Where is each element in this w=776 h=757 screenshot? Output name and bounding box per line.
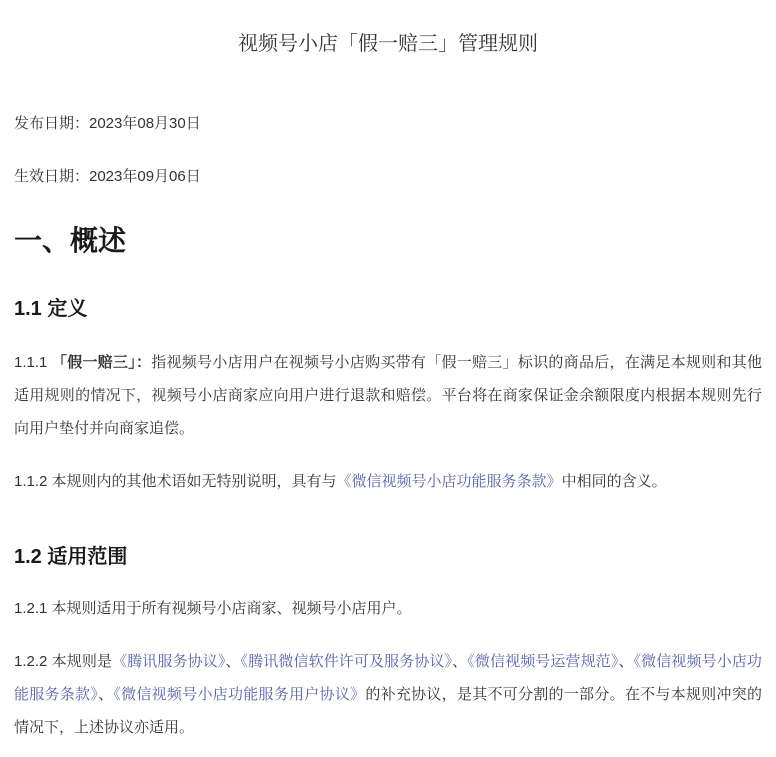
terms-link[interactable]: 《腾讯微信软件许可及服务协议》 [240, 653, 453, 670]
text-run: 、 [98, 686, 114, 703]
text-run: 、 [618, 653, 634, 670]
paragraph-1-1-2 [14, 465, 762, 498]
text-run: 、 [225, 653, 241, 670]
text-run: 的补充协议，是其不可分割的一部分。在不与本规则冲突的情况下，上述协议亦适用。 [14, 686, 762, 736]
terms-link[interactable]: 《微信视频号小店功能服务条款》 [14, 653, 762, 703]
paragraph-1-2-2 [14, 645, 762, 744]
publish-date: 发布日期：2023年08月30日 [14, 115, 201, 132]
terms-link[interactable]: 《微信视频号小店功能服务用户协议》 [113, 686, 366, 703]
text-run: 1.1.2 本规则内的其他术语如无特别说明，具有与 [14, 473, 337, 490]
page-title: 视频号小店「假一赔三」管理规则 [238, 33, 538, 55]
text-run: 1.2.2 本规则是 [14, 653, 113, 670]
subsection-heading-scope: 1.2 适用范围 [14, 546, 128, 568]
section-heading-overview: 一、概述 [14, 225, 127, 256]
subsection-heading-definition: 1.1 定义 [14, 298, 88, 320]
terms-link[interactable]: 《微信视频号运营规范》 [467, 653, 619, 670]
bold-text: 「假一赔三」： [51, 354, 152, 371]
paragraph-1-1-1 [14, 346, 762, 445]
text-run: 中相同的含义。 [561, 473, 667, 490]
paragraph-1-2-1 [14, 592, 762, 625]
text-run: 1.2.1 本规则适用于所有视频号小店商家、视频号小店用户。 [14, 600, 412, 617]
terms-link[interactable]: 《腾讯服务协议》 [112, 653, 226, 670]
text-run: 指视频号小店用户在视频号小店购买带有「假一赔三」标识的商品后，在满足本规则和其他适用规则的情况下，视频号小店商家应向用户进行退款和赔偿。平台将在商家保证金余额限度内根据本规则先行向用户垫付并向商家追偿。 [14, 354, 762, 437]
terms-link[interactable]: 《微信视频号小店功能服务条款》 [336, 473, 562, 490]
text-run: 、 [452, 653, 468, 670]
effective-date: 生效日期：2023年09月06日 [14, 168, 201, 185]
text-run: 1.1.1 [14, 354, 52, 371]
